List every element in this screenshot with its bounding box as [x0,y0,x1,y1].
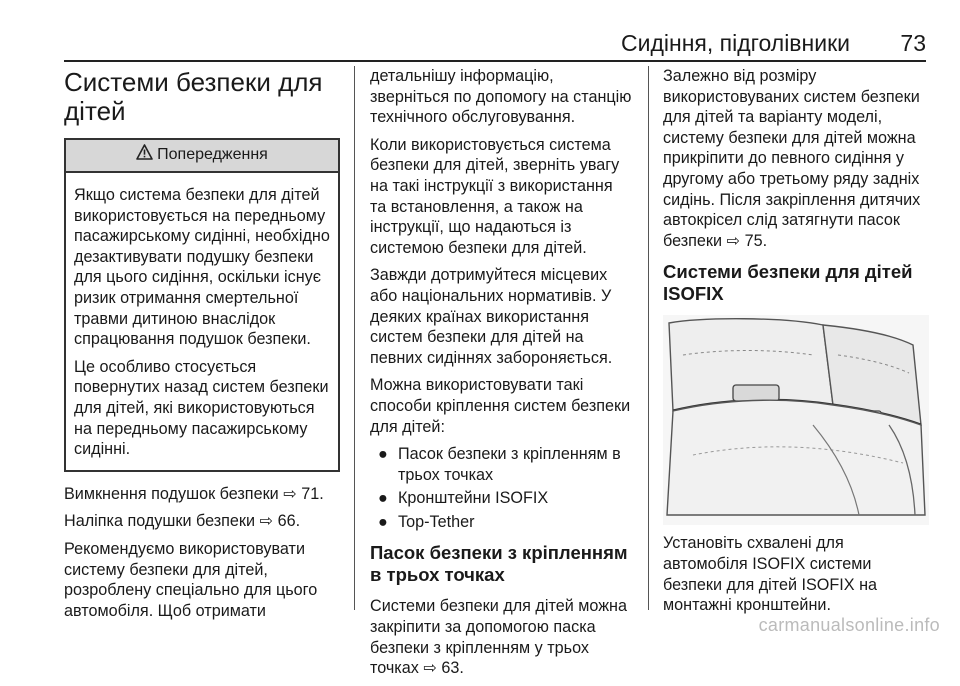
column-divider-1 [354,66,355,610]
column-1 [64,66,340,628]
mounting-methods-list [370,444,632,532]
warning-paragraph-1: Якщо система безпеки для дітей використовується на передньому пасажирському сидінні, необхідно дезактивувати подушку безпеки для цього сидіння, оскільки існує ризик отримання смертельної травми дитиною внаслідок спрацювання подушок безпеки. [74,186,330,349]
paragraph-instructions: Коли використовується система безпеки для дітей, зверніть увагу на такі інструкції з використання та встановлення, а також на інструкції, що надаються із системою безпеки для дітей. [370,135,620,257]
page-number: 73 [900,30,926,56]
isofix-seat-illustration [663,315,929,525]
reference-airbag-label: Наліпка подушки безпеки ⇨ 66. [64,512,301,531]
warning-header [66,140,338,173]
paragraph-methods: Можна використовувати такі способи кріплення систем безпеки для дітей: [370,376,631,436]
subheading-isofix: Системи безпеки для дітей ISOFIX [663,261,913,305]
list-item: ● Пасок безпеки з кріпленням в трьох точках [378,445,621,484]
warning-body [66,173,338,470]
reference-airbag-off: Вимкнення подушок безпеки ⇨ 71. [64,484,324,503]
paragraph-recommend: Рекомендуємо використовувати систему безпеки для дітей, розроблену спеціально для цього автомобіля. Щоб отримати [64,539,318,620]
bullet-icon: ● [378,445,388,464]
paragraph-details: детальнішу інформацію, зверніться по допомогу на станцію технічного обслуговування. [370,67,632,127]
subheading-three-point-belt: Пасок безпеки з кріпленням в трьох точках [370,542,628,586]
paragraph-three-point-belt: Системи безпеки для дітей можна закріпити за допомогою паска безпеки з кріпленням у трьох точках ⇨ 63. [370,597,627,678]
paragraph-regulations: Завжди дотримуйтеся місцевих або національних нормативів. У деяких країнах використання систем безпеки для дітей на певних сидіннях забороняється. [370,266,613,367]
bullet-icon: ● [378,489,388,508]
header-rule [64,60,926,62]
warning-triangle-icon [136,144,153,167]
section-title: Системи безпеки для дітей [64,67,323,126]
running-head: Сидіння, підголівники [621,30,850,56]
column-3 [663,66,929,623]
column-2 [370,66,632,686]
warning-box [64,138,340,472]
bullet-icon: ● [378,512,388,531]
paragraph-isofix-install: Установіть схвалені для автомобіля ISOFIX системи безпеки для дітей ISOFIX на монтажні кронштейни. [663,534,878,615]
list-item: ● Кронштейни ISOFIX [378,489,549,508]
list-item: ● Top-Tether [378,512,475,531]
warning-heading: Попередження [157,146,268,164]
paragraph-seat-rows: Залежно від розміру використовуваних систем безпеки для дітей та варіанту моделі, систему безпеки для дітей можна прикріпити до певного сидіння у другому або третьому ряду задніх сидінь. Після закріплення дитячих автокрісел слід затягнути пасок безпеки ⇨ 75. [663,67,921,250]
column-divider-2 [648,66,649,610]
warning-paragraph-2: Це особливо стосується повернутих назад систем безпеки для дітей, які використовуються на передньому пасажирському сидінні. [74,357,329,459]
watermark: carmanualsonline.info [758,615,940,635]
